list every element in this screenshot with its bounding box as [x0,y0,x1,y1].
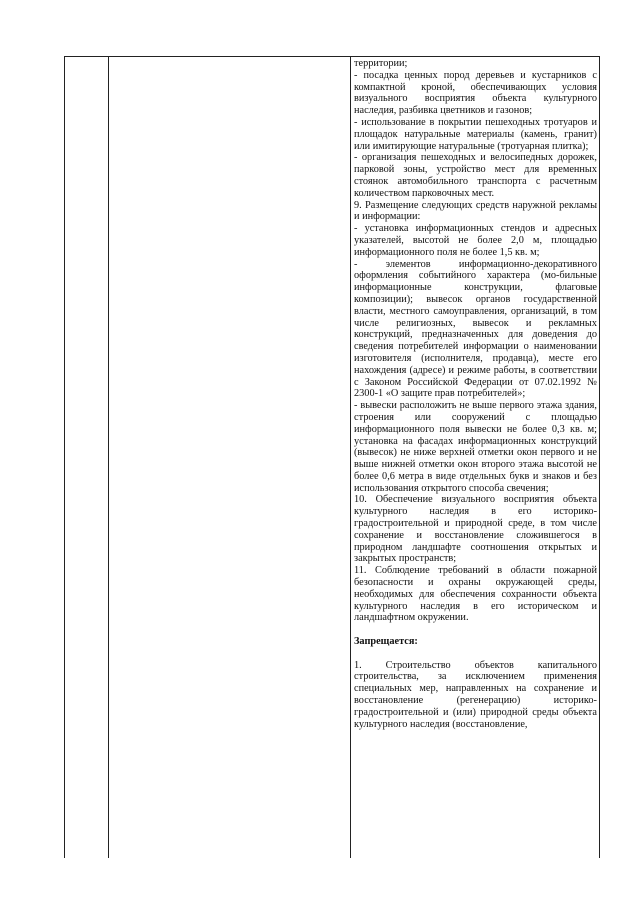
paragraph: 1. Строительство объектов капитального строительства, за исключением применения специальных мер, направленных на сохранение и восстановление (регенерацию) историко-градостроительной и (или) природной среды объекта культурного наследия (восстановление, [354,659,597,730]
paragraph: 11. Соблюдение требований в области пожарной безопасности и охраны окружающей среды, необходимых для обеспечения сохранности объекта культурного наследия в его историческом и ландшафтном окружении. [354,565,597,624]
requirements-cell [354,58,597,730]
paragraph: - вывески расположить не выше первого этажа здания, строения или сооружений с площадью информационного поля вывески не более 0,3 кв. м; установка на фасадах информационных конструкций (вывесок) не ниже верхней отметки окон первого и не выше нижней отметки окон второго этажа высотой не более 0,6 метра в виде отдельных букв и знаков и без использования открытого способа свечения; [354,400,597,494]
paragraph: - элементов информационно-декоративного оформления событийного характера (мо-бильные информационные конструкции, флаговые композиции); вывесок органов государственной власти, местного самоуправления, организаций, в том числе религиозных, вывесок и рекламных конструкций, предназначенных для доведения до сведения потребителей информации о наименовании изготовителя (исполнителя, продавца), месте его нахождения (адресе) и режиме работы, в соответствии с Законом Российской Федерации от 07.02.1992 № 2300-1 «О защите прав потребителей»; [354,258,597,400]
section-heading: Запрещается: [354,636,418,648]
paragraph: - организация пешеходных и велосипедных дорожек, парковой зоны, устройство мест для временных стоянок автомобильного транспорта с расчетным количеством парковочных мест. [354,152,597,199]
table-border-right [599,56,600,858]
paragraph: 9. Размещение следующих средств наружной рекламы и информации: [354,199,597,223]
table-column-divider-2 [350,56,351,858]
table-column-divider-1 [108,56,109,858]
paragraph: территории; [354,58,408,69]
paragraph: - использование в покрытии пешеходных тротуаров и площадок натуральные материалы (камень, гранит) или имитирующие натуральные (тротуарная плитка); [354,116,597,152]
paragraph: 10. Обеспечение визуального восприятия объекта культурного наследия в его историко-градостроительной и природной среде, в том числе сохранение и восстановление сложившегося в природном ландшафте соотношения открытых и закрытых пространств; [354,494,597,565]
paragraph: - установка информационных стендов и адресных указателей, высотой не более 2,0 м, площадью информационного поля не более 1,5 кв. м; [354,223,597,258]
paragraph: - посадка ценных пород деревьев и кустарников с компактной кроной, обеспечивающих условия визуального восприятия объекта культурного наследия, разбивка цветников и газонов; [354,69,597,117]
document-table [64,56,600,858]
table-border-left [64,56,65,858]
table-top-border [64,56,600,57]
